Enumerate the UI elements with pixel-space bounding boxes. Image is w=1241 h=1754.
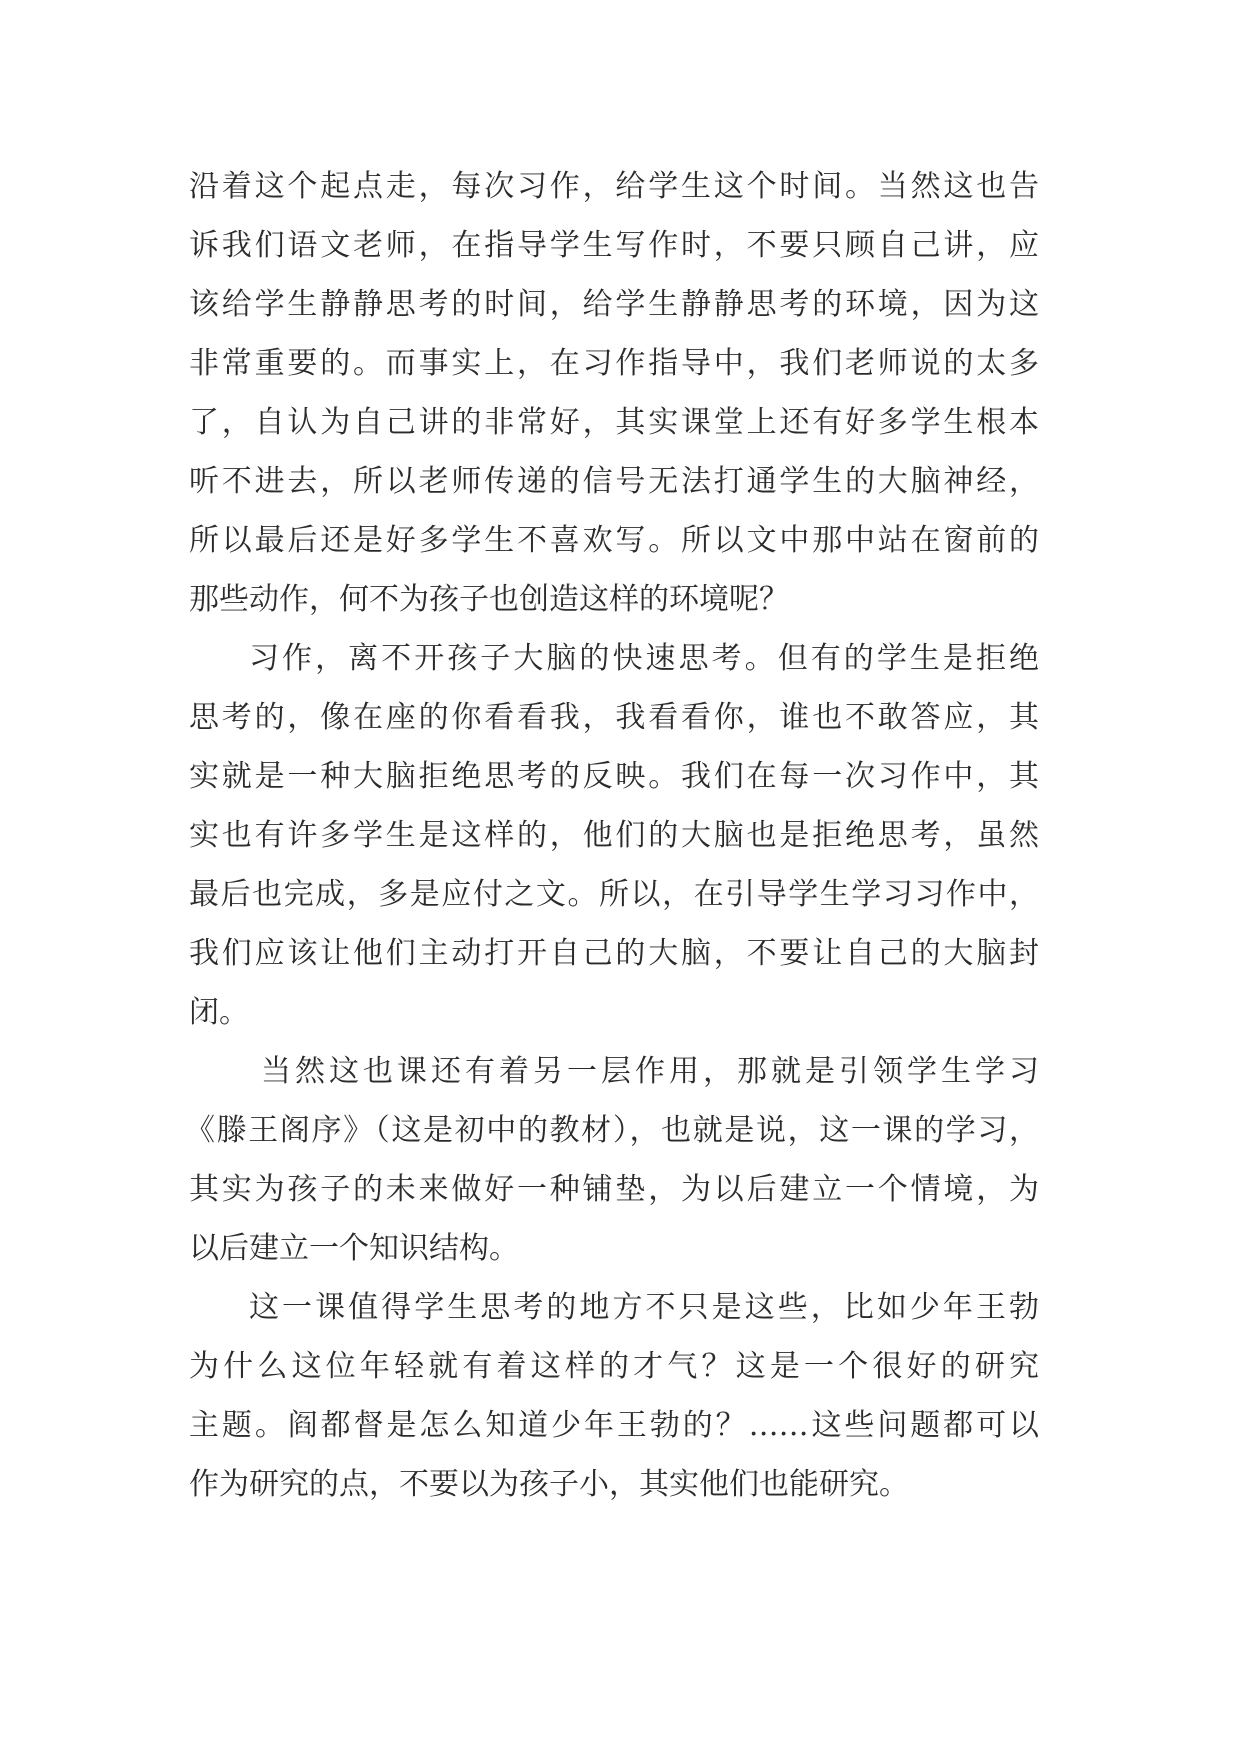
text-line: 实也有许多学生是这样的，他们的大脑也是拒绝思考，虽然 [189,818,1039,853]
text-line: 听不进去，所以老师传递的信号无法打通学生的大脑神经， [189,464,1039,499]
text-line: 主题。阎都督是怎么知道少年王勃的？……这些问题都可以 [189,1408,1039,1443]
text-line: 那些动作，何不为孩子也创造这样的环境呢？ [189,582,789,617]
text-line: 最后也完成，多是应付之文。所以，在引导学生学习习作中， [189,877,1039,912]
text-line: 沿着这个起点走，每次习作，给学生这个时间。当然这也告 [189,169,1039,204]
text-line: 其实为孩子的未来做好一种铺垫，为以后建立一个情境，为 [189,1172,1039,1207]
text-line: 为什么这位年轻就有着这样的才气？这是一个很好的研究 [189,1349,1039,1384]
text-line: 非常重要的。而事实上，在习作指导中，我们老师说的太多 [189,346,1039,381]
body-text [185,157,1039,1514]
text-line: 《滕王阁序》（这是初中的教材），也就是说，这一课的学习， [185,1113,1039,1148]
text-line: 作为研究的点，不要以为孩子小，其实他们也能研究。 [189,1467,909,1502]
text-line: 我们应该让他们主动打开自己的大脑，不要让自己的大脑封 [189,936,1039,971]
text-line: 诉我们语文老师，在指导学生写作时，不要只顾自己讲，应 [189,228,1039,263]
paragraph-start-line: 这一课值得学生思考的地方不只是这些，比如少年王勃 [249,1290,1039,1325]
text-line: 思考的，像在座的你看看我，我看看你，谁也不敢答应，其 [189,700,1039,735]
paragraph-start-line: 习作，离不开孩子大脑的快速思考。但有的学生是拒绝 [249,641,1039,676]
paragraph-start-line: 当然这也课还有着另一层作用，那就是引领学生学习 [261,1054,1039,1089]
text-line: 以后建立一个知识结构。 [189,1231,519,1266]
text-line: 该给学生静静思考的时间，给学生静静思考的环境，因为这 [189,287,1039,322]
text-line: 了，自认为自己讲的非常好，其实课堂上还有好多学生根本 [189,405,1039,440]
text-line: 闭。 [189,995,249,1030]
text-line: 所以最后还是好多学生不喜欢写。所以文中那中站在窗前的 [189,523,1039,558]
text-line: 实就是一种大脑拒绝思考的反映。我们在每一次习作中，其 [189,759,1039,794]
